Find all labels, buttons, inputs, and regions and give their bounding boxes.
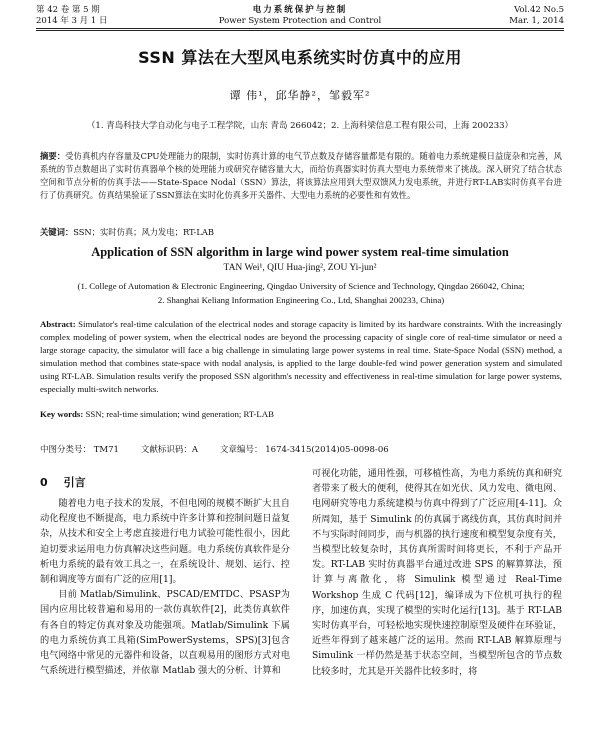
section-title: 引言: [63, 476, 86, 489]
header-date-en: Mar. 1, 2014: [509, 16, 564, 26]
paper-title-en: Application of SSN algorithm in large wind power system real-time simulation: [91, 245, 509, 259]
authors-en: TAN Wei¹, QIU Hua-jing², ZOU Yi-jun²: [223, 263, 377, 273]
keywords-en-label: Key words:: [40, 409, 84, 419]
keywords-cn-label: 关键词：: [40, 227, 74, 237]
keywords-en-text: SSN; real-time simulation; wind generation; RT-LAB: [85, 409, 274, 419]
affiliation-cn: （1. 青岛科技大学自动化与电子工程学院，山东 青岛 266042；2. 上海科梁信息工程有限公司，上海 200233）: [86, 121, 514, 131]
affiliation-en-line1: (1. College of Automation & Electronic Engineering, Qingdao University of Science and Technology, Qingdao 266042, China;: [77, 281, 525, 291]
body-column-left: [40, 496, 290, 678]
keywords-cn: [40, 226, 562, 239]
affiliation-en: [40, 279, 562, 307]
journal-name-cn: 电力系统保护与控制: [252, 5, 348, 15]
article-number: 文章编号： 1674-3415(2014)05-0098-06: [220, 445, 389, 455]
keywords-cn-text: SSN；实时仿真；风力发电；RT-LAB: [73, 227, 214, 237]
document-code: 文献标识码：A: [140, 445, 199, 455]
body-paragraph: 可视化功能，通用性强，可移植性高，为电力系统仿真和研究者带来了极大的便利，使得其在如光伏、风力发电、微电网、电网研究等电力系统建模与仿真中得到了广泛应用[4-11]。众所周知，基于 Simulink 的仿真属于离线仿真，其仿真时间并不与实际时间同步，而与机器的执行速度和模型复杂度有关，当模型比较复杂时，其仿真所需时间将更长，不利于产品开发。RT-LAB 实时仿真器平台通过改进 SPS 的解算算法，预计算与离散化，将 Simulink 模型通过 Real-Time Workshop 生成 C 代码[12]，编译成为下位机可执行的程序，加速仿真，实现了模型的实时化运行[13]。基于 RT-LAB 实时仿真平台，可轻松地实现快速控制原型及硬件在环验证，近些年得到了越来越广泛的运用。然而 RT-LAB 解算原理与 Simulink 一样仍然是基于状态空间，当模型所包含的节点数比较多时，尤其是开关器件比较多时，将: [312, 468, 562, 677]
header-date-cn: 2014 年 3 月 1 日: [36, 16, 108, 26]
header-vol-no: Vol.42 No.5: [514, 5, 564, 15]
body-paragraph: 随着电力电子技术的发展，不但电网的规模不断扩大且自动化程度也不断提高，电力系统中许多计算和控制问题日益复杂，从技术和安全上考虑直接进行电力试验可能性很小，因此迫切要求运用电力仿真解决这些问题。电力系统仿真软件是分析电力系统的最有效工具之一，在系统设计、规划、运行、控制和调度等方面有广泛的应用[1]。: [40, 498, 290, 586]
abstract-en-text: Simulator's real-time calculation of the electrical nodes and storage capacity is limited by its hardware constraints. With the increasingly complex modeling of power system, when the electrical nodes are beyond the processing capacity of single core of real-time simulator or need a large storage capacity, the simulator will face a big challenge in simulating large power systems in real time. State-Space Nodal (SSN) method, a simulation method that combines state-space with nodal analysis, is applied to the large double-fed wind power generation system and simulated using RT-LAB. Simulation results verify the proposed SSN algorithm's necessity and effectiveness in real-time simulation for large power systems, especially multi-switch networks.: [40, 319, 562, 394]
classification-line: [40, 443, 562, 455]
paper-title-cn: SSN 算法在大型风电系统实时仿真中的应用: [138, 48, 462, 67]
abstract-cn-text: 受仿真机内存容量及CPU处理能力的限制，实时仿真计算的电气节点数及存储容量都是有限的。随着电力系统建模日益庞杂和完善，风系统的节点数超出了实时仿真器单个核的处理能力或研究存储容量大大，而给仿真器实时仿真大型电力系统带来了挑战。深入研究了结合状态空间和节点分析的仿真手法——State-Space Nodal（SSN）算法，将该算法应用到大型双馈风力发电系统，并进行RT-LAB实时仿真平台进行了仿真研究。仿真结果验证了SSN算法在实时化仿真多开关器件、大型电力系统的必要性和有效性。: [40, 151, 562, 200]
abstract-en-label: Abstract:: [40, 319, 76, 329]
clc-number: 中图分类号： TM71: [40, 445, 119, 455]
section-number: 0: [40, 476, 48, 489]
authors-cn: 谭 伟¹，邱华静²，邹毅军²: [229, 89, 371, 102]
abstract-cn: [40, 150, 562, 202]
abstract-cn-label: 摘要：: [40, 151, 66, 161]
body-column-right: [312, 466, 562, 679]
section-heading: [40, 474, 86, 490]
header-divider: [36, 28, 564, 31]
keywords-en: [40, 408, 562, 421]
body-paragraph: 目前 Matlab/Simulink、PSCAD/EMTDC、PSASP为国内应用比较普遍和易用的一款仿真软件[2]，此类仿真软件有各自的特定仿真对象及功能强项。Matlab/Simulink 下属的电力系统仿真工具箱(SimPowerSystems，SPS)[3]包含电气网络中常见的元器件和设备，以直观易用的图形方式对电气系统进行模型描述，并依靠 Matlab 强大的分析、计算和: [40, 589, 290, 677]
header-volume: 第 42 卷 第 5 期: [36, 5, 100, 15]
affiliation-en-line2: 2. Shanghai Keliang Information Engineering Co., Ltd, Shanghai 200233, China): [157, 295, 445, 305]
abstract-en: [40, 318, 562, 396]
journal-name-en: Power System Protection and Control: [218, 16, 382, 26]
header-issue-info: [509, 5, 564, 27]
